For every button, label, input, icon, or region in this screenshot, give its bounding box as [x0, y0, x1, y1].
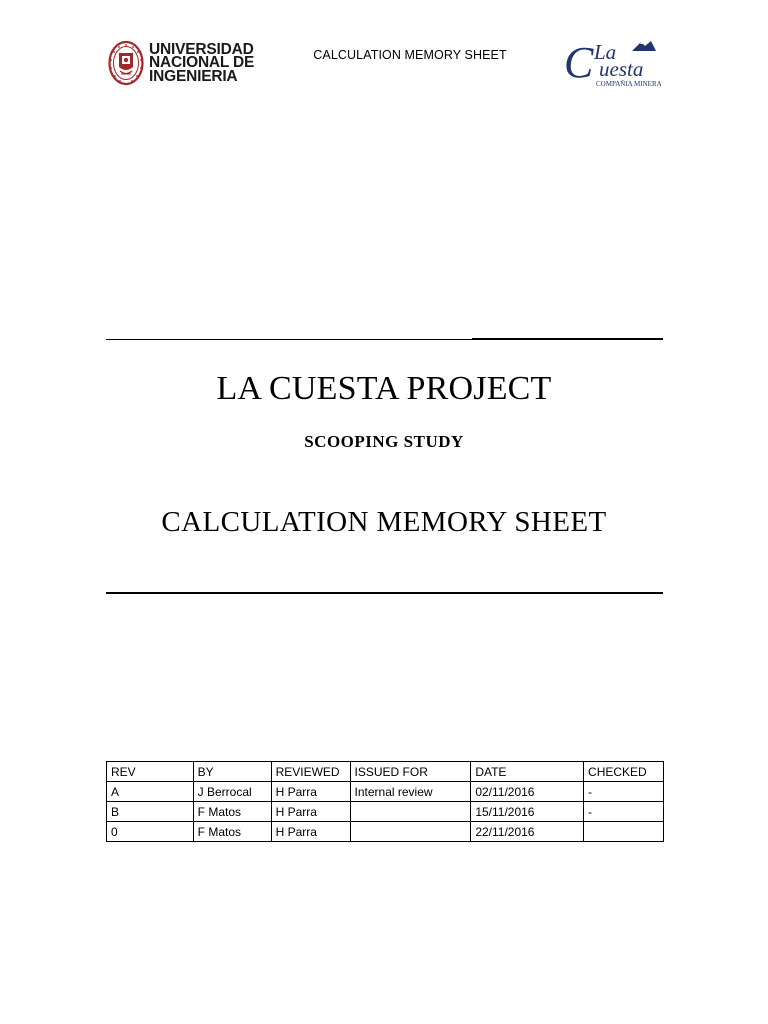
table-cell: - [584, 802, 664, 822]
logo-tagline: COMPAÑIA MINERA [596, 80, 662, 88]
logo-initial: C [564, 38, 594, 87]
upper-rule-thin [106, 339, 472, 340]
logo-word-la: La [594, 40, 617, 64]
logo-word-uesta: uesta [599, 57, 644, 81]
university-logo [108, 40, 254, 86]
table-cell [350, 822, 471, 842]
table-cell: B [107, 802, 194, 822]
lower-rule [106, 592, 663, 594]
table-cell: - [584, 782, 664, 802]
table-cell [584, 822, 664, 842]
table-cell: Internal review [350, 782, 471, 802]
table-cell: 22/11/2016 [471, 822, 584, 842]
header-cell: CHECKED [584, 762, 664, 782]
table-cell: J Berrocal [193, 782, 271, 802]
header-cell: DATE [471, 762, 584, 782]
header-cell: ISSUED FOR [350, 762, 471, 782]
sheet-title: CALCULATION MEMORY SHEET [161, 506, 607, 538]
header-cell: REVIEWED [271, 762, 350, 782]
table-header-row [107, 762, 664, 782]
la-cuesta-mountain-icon [632, 41, 656, 51]
table-cell: H Parra [271, 802, 350, 822]
table-cell: 0 [107, 822, 194, 842]
page-header [0, 0, 768, 110]
university-name [149, 40, 255, 85]
table-cell: 15/11/2016 [471, 802, 584, 822]
table-cell [350, 802, 471, 822]
project-title: LA CUESTA PROJECT [216, 370, 552, 407]
clipped-text-line [0, 565, 768, 570]
header-title: CALCULATION MEMORY SHEET [313, 48, 507, 62]
university-name-line1: UNIVERSIDAD [149, 40, 254, 58]
table-row [107, 822, 664, 842]
university-name-line2: NACIONAL DE [149, 54, 255, 72]
revision-table [106, 761, 664, 842]
university-name-line3: INGENIERIA [149, 67, 238, 85]
table-cell: H Parra [271, 782, 350, 802]
table-row [107, 802, 664, 822]
upper-rule-thick [472, 338, 663, 340]
table-cell: F Matos [193, 822, 271, 842]
table-cell: 02/11/2016 [471, 782, 584, 802]
header-cell: BY [193, 762, 271, 782]
table-cell: F Matos [193, 802, 271, 822]
header-cell: REV [107, 762, 194, 782]
company-logo [562, 34, 662, 90]
table-row [107, 782, 664, 802]
table-cell: A [107, 782, 194, 802]
uni-seal-icon [108, 40, 144, 86]
study-subtitle: SCOOPING STUDY [304, 432, 464, 451]
table-cell: H Parra [271, 822, 350, 842]
